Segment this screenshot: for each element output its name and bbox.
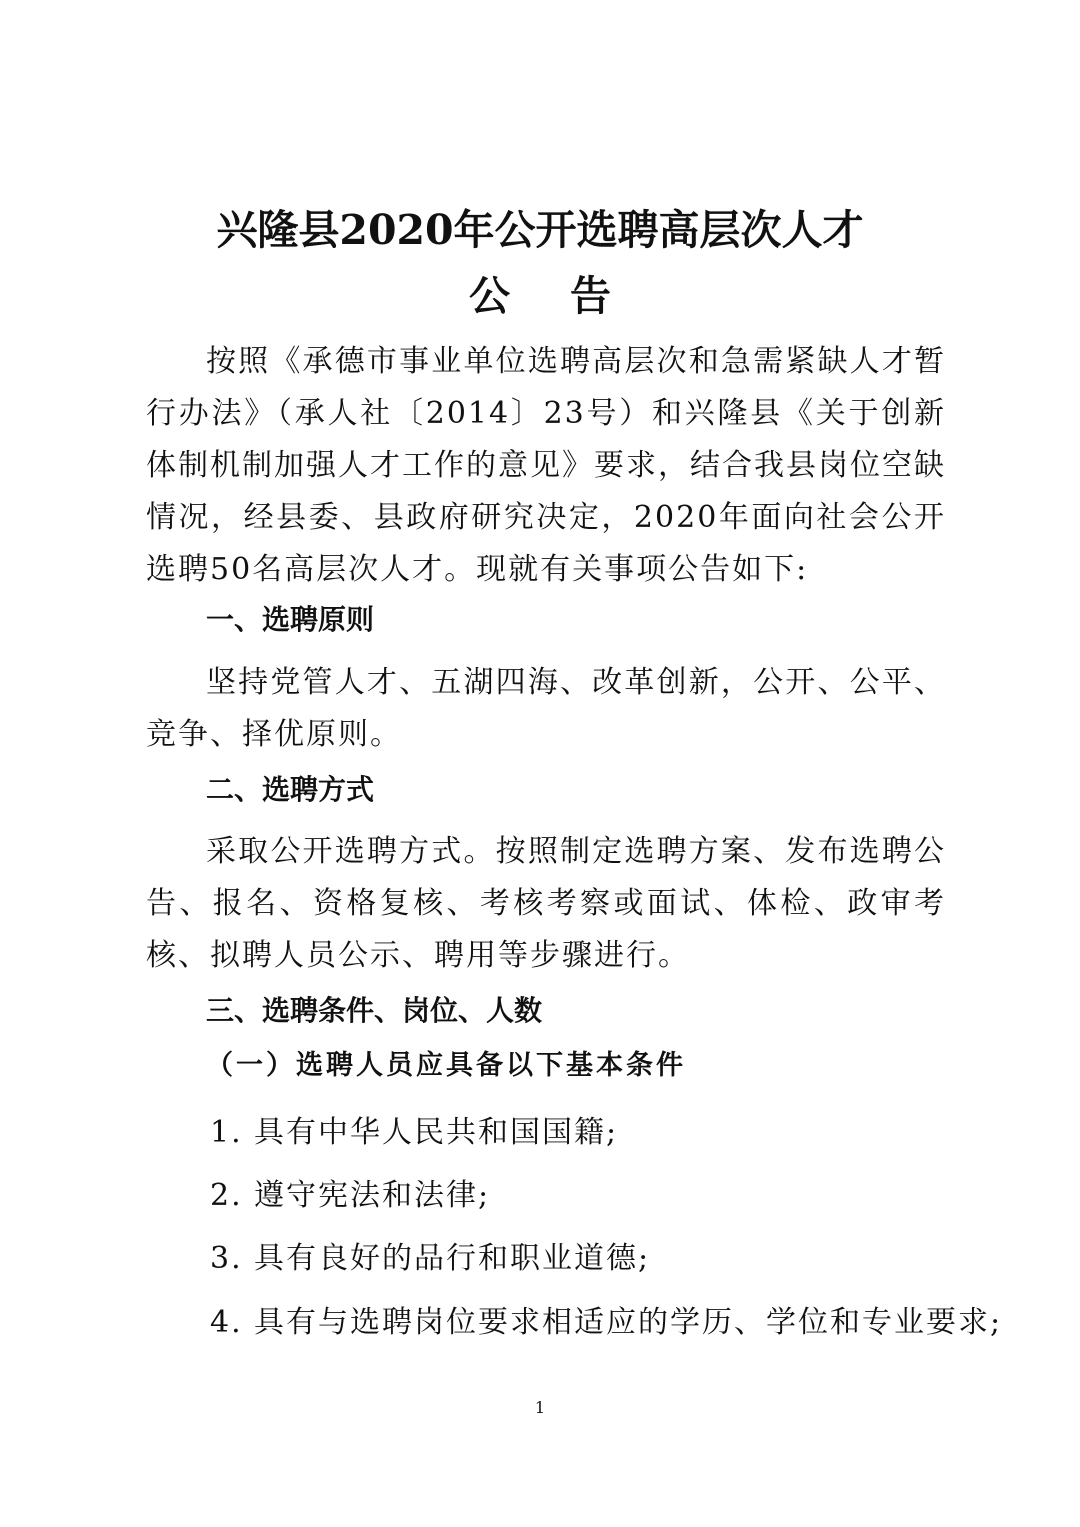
intro-paragraph: 按照《承德市事业单位选聘高层次和急需紧缺人才暂行办法》（承人社〔2014〕23号）和兴隆县《关于创新体制机制加强人才工作的意见》要求，结合我县岗位空缺情况，经县委、县政府研究决定，2020年面向社会公开选聘50名高层次人才。现就有关事项公告如下: xyxy=(146,344,946,587)
list-item xyxy=(210,1115,619,1150)
list-item-text: 具有良好的品行和职业道德; xyxy=(254,1241,651,1276)
section-heading-method: 二、选聘方式 xyxy=(206,773,375,806)
list-item xyxy=(210,1305,1003,1340)
list-item-text: 具有中华人民共和国国籍; xyxy=(254,1115,619,1150)
document-title: 兴隆县2020年公开选聘高层次人才 xyxy=(216,206,864,254)
list-item-text: 具有与选聘岗位要求相适应的学历、学位和专业要求; xyxy=(254,1305,1003,1340)
list-item-number: 3. xyxy=(210,1241,243,1276)
list-item-number: 2. xyxy=(210,1178,243,1213)
list-item xyxy=(210,1241,651,1276)
section-heading-principles: 一、选聘原则 xyxy=(206,603,375,636)
list-item xyxy=(210,1178,491,1213)
list-item-text: 遵守宪法和法律; xyxy=(254,1178,491,1213)
method-paragraph: 采取公开选聘方式。按照制定选聘方案、发布选聘公告、报名、资格复核、考核考察或面试、体检、政审考核、拟聘人员公示、聘用等步骤进行。 xyxy=(146,834,946,973)
list-item-number: 1. xyxy=(210,1115,243,1150)
page-number: 1 xyxy=(534,1398,546,1417)
document-title-announcement: 公告 xyxy=(469,272,671,320)
principles-paragraph: 坚持党管人才、五湖四海、改革创新，公开、公平、竞争、择优原则。 xyxy=(146,665,946,752)
section-heading-conditions: 三、选聘条件、岗位、人数 xyxy=(206,994,543,1027)
list-item-number: 4. xyxy=(210,1305,243,1340)
subsection-heading-basic-conditions: （一）选聘人员应具备以下基本条件 xyxy=(206,1050,686,1081)
